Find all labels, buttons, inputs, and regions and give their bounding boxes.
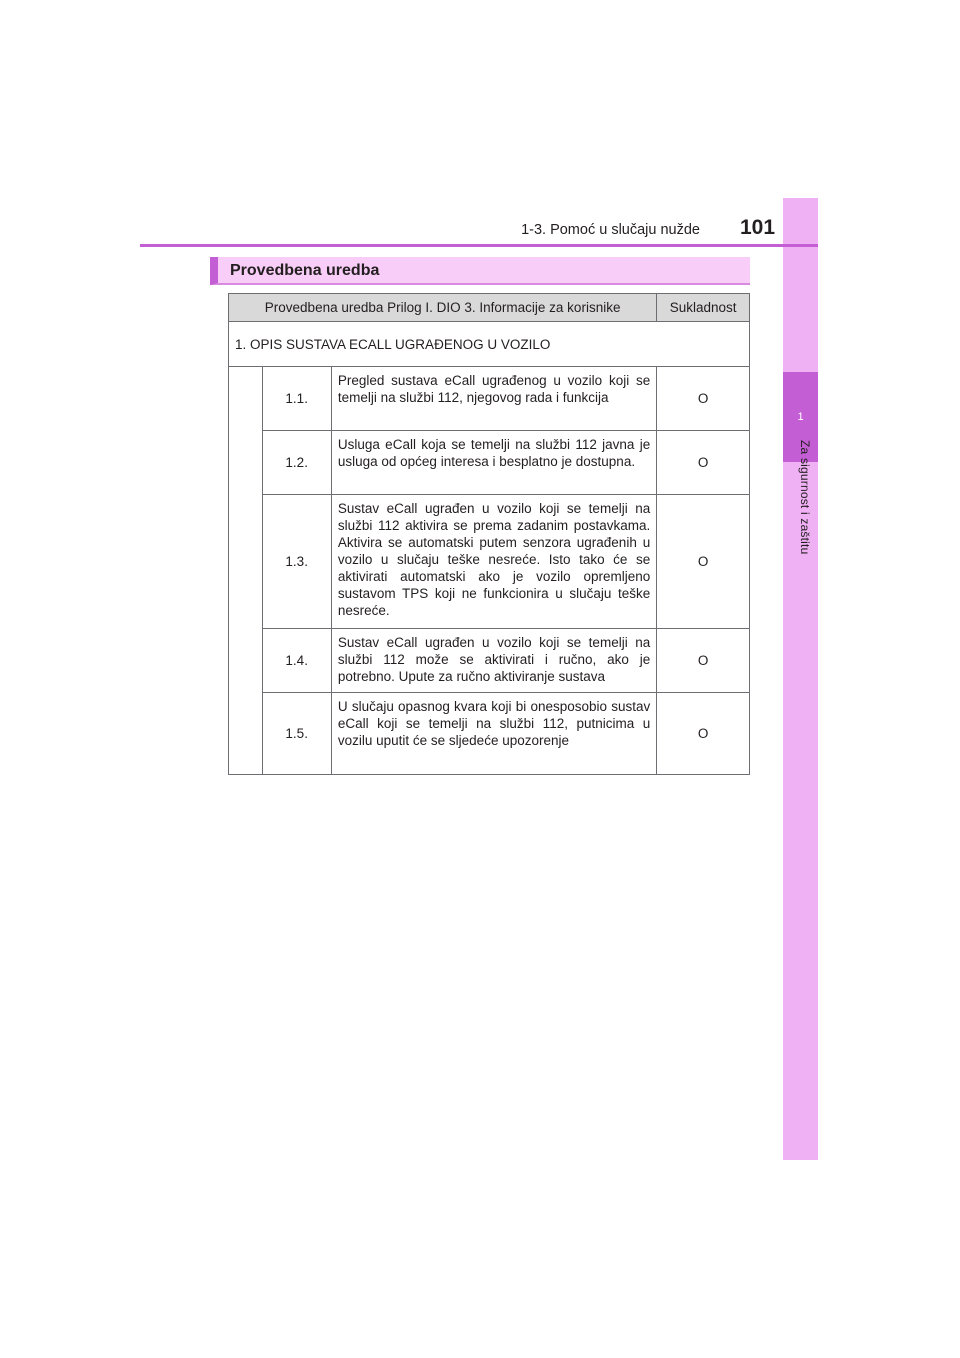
- row-number: 1.5.: [262, 693, 331, 775]
- row-description: Sustav eCall ugrađen u vozilo koji se temelji na službi 112 može se aktivirati i ručno, ako je potrebno. Upute za ručno aktiviranje sustava: [331, 629, 656, 693]
- running-header-section: 1-3. Pomoć u slučaju nužde: [521, 222, 700, 238]
- row-number: 1.2.: [262, 431, 331, 495]
- row-description: U slučaju opasnog kvara koji bi onesposobio sustav eCall koji se temelji na službi 112, putnicima u vozilu uputit će se sljedeće upozorenje: [331, 693, 656, 775]
- page-number: 101: [740, 216, 776, 239]
- row-compliance: O: [657, 629, 750, 693]
- row-number: 1.4.: [262, 629, 331, 693]
- table-row: [229, 367, 750, 431]
- column-header-regulation: Provedbena uredba Prilog I. DIO 3. Informacije za korisnike: [229, 294, 657, 322]
- row-number: 1.3.: [262, 495, 331, 629]
- row-compliance: O: [657, 495, 750, 629]
- chapter-title-vertical: Za sigurnost i zaštitu: [798, 440, 812, 555]
- indent-cell: [229, 367, 263, 775]
- table-row: [229, 629, 750, 693]
- section-heading: Provedbena uredba: [210, 257, 750, 285]
- row-description: Usluga eCall koja se temelji na službi 112 javna je usluga od općeg interesa i besplatno je dostupna.: [331, 431, 656, 495]
- header-rule: [140, 244, 818, 247]
- intro-cell: 1. OPIS SUSTAVA ECALL UGRAĐENOG U VOZILO: [229, 322, 750, 367]
- row-compliance: O: [657, 431, 750, 495]
- table-row: [229, 693, 750, 775]
- row-compliance: O: [657, 693, 750, 775]
- table-intro-row: [229, 322, 750, 367]
- row-description: Pregled sustava eCall ugrađenog u vozilo koji se temelji na službi 112, njegovog rada i funkcija: [331, 367, 656, 431]
- side-tab-strip: [783, 198, 818, 1160]
- row-compliance: O: [657, 367, 750, 431]
- table-row: [229, 495, 750, 629]
- column-header-compliance: Sukladnost: [657, 294, 750, 322]
- chapter-number-tab: 1: [783, 372, 818, 462]
- compliance-table: [228, 293, 750, 775]
- row-description: Sustav eCall ugrađen u vozilo koji se temelji na službi 112 aktivira se prema zadanim postavkama. Aktivira se automatski putem senzora ugrađenih u vozilo u slučaju teške nesreće. Isto tako će se aktivirati automatski ako je vozilo opremljeno sustavom TPS koji ne funkcionira u slučaju teške nesreće.: [331, 495, 656, 629]
- table-row: [229, 431, 750, 495]
- row-number: 1.1.: [262, 367, 331, 431]
- table-header-row: [229, 294, 750, 322]
